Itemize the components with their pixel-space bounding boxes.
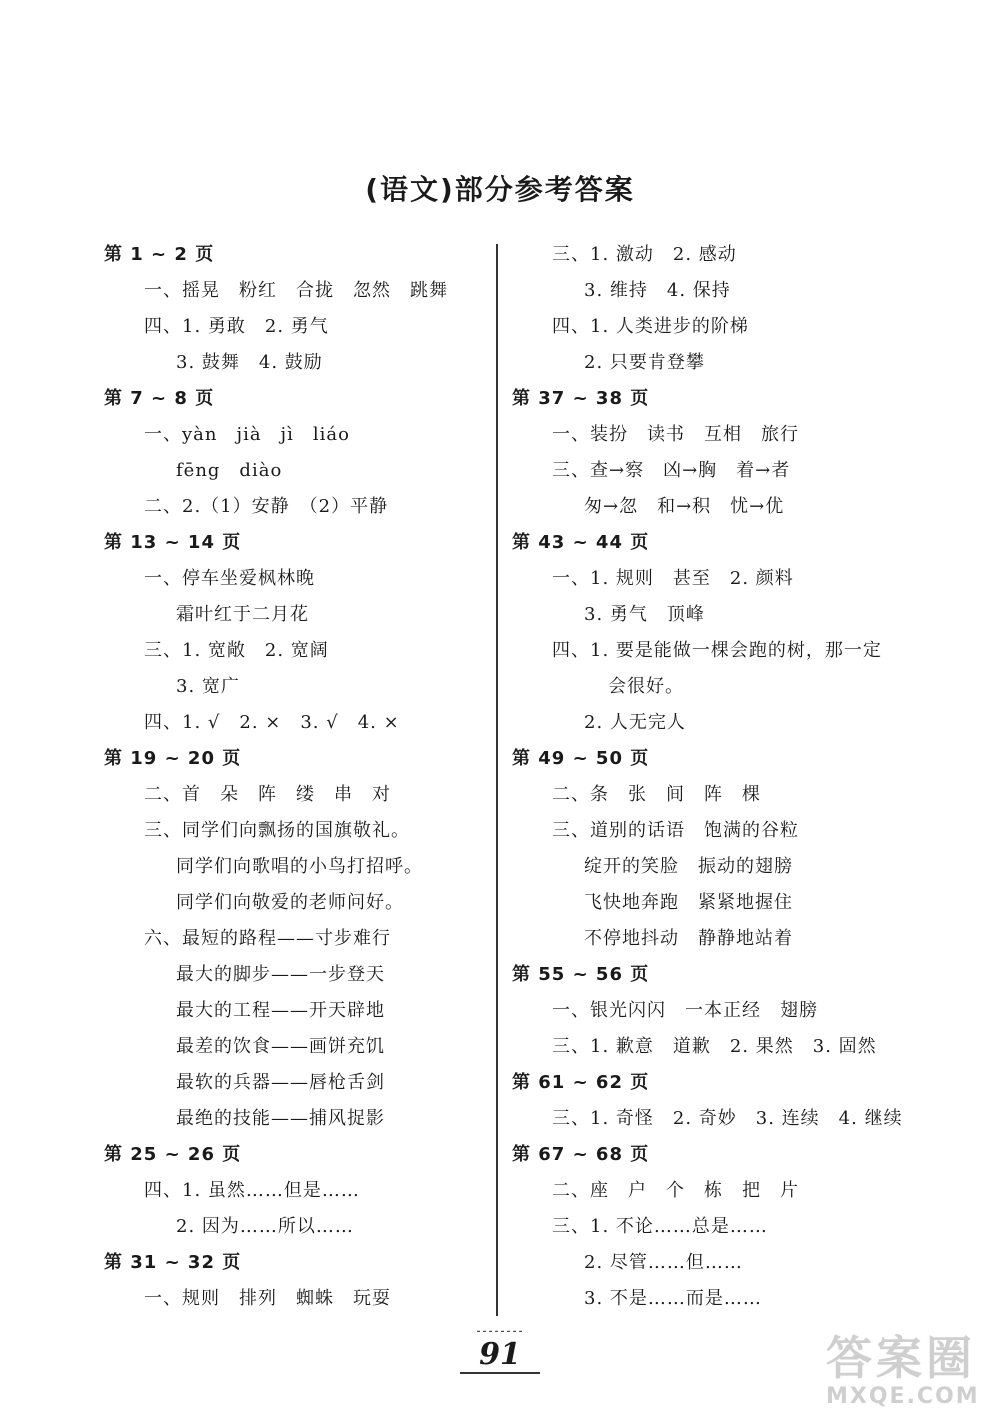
answer-line: 3. 维持 4. 保持 xyxy=(584,280,731,301)
answer-line: 四、1. 勇敢 2. 勇气 xyxy=(144,316,329,337)
answer-line: 一、银光闪闪 一本正经 翅膀 xyxy=(552,1000,818,1021)
answer-line: 三、1. 歉意 道歉 2. 果然 3. 固然 xyxy=(552,1036,877,1057)
section-heading: 第 31 ~ 32 页 xyxy=(104,1252,242,1273)
answer-line: 最软的兵器——唇枪舌剑 xyxy=(176,1072,385,1093)
answer-line: 最差的饮食——画饼充饥 xyxy=(176,1036,385,1057)
column-divider xyxy=(496,244,498,1316)
watermark-url: MXQE.COM xyxy=(826,1384,980,1409)
answer-line: 二、条 张 间 阵 棵 xyxy=(552,784,761,805)
section-heading: 第 49 ~ 50 页 xyxy=(512,748,650,769)
answer-line: 一、停车坐爱枫林晚 xyxy=(144,568,315,589)
answer-line: 2. 只要肯登攀 xyxy=(584,352,705,373)
answer-line: 匆→忽 和→积 忧→优 xyxy=(584,496,785,517)
section-heading: 第 43 ~ 44 页 xyxy=(512,532,650,553)
answer-line: 同学们向歌唱的小鸟打招呼。 xyxy=(176,856,423,877)
answer-line: 四、1. 要是能做一棵会跑的树，那一定 xyxy=(552,640,882,661)
answer-line: 最大的工程——开天辟地 xyxy=(176,1000,385,1021)
answer-line: 霜叶红于二月花 xyxy=(176,604,309,625)
answer-line: 三、同学们向飘扬的国旗敬礼。 xyxy=(144,820,410,841)
section-heading: 第 67 ~ 68 页 xyxy=(512,1144,650,1165)
answer-line: 三、1. 激动 2. 感动 xyxy=(552,244,737,265)
section-heading: 第 61 ~ 62 页 xyxy=(512,1072,650,1093)
answer-line: 四、1. √ 2. × 3. √ 4. × xyxy=(144,712,400,733)
answer-line: 2. 尽管……但…… xyxy=(584,1252,743,1273)
answer-line: 3. 勇气 顶峰 xyxy=(584,604,705,625)
answer-line: 二、首 朵 阵 缕 串 对 xyxy=(144,784,391,805)
section-heading: 第 55 ~ 56 页 xyxy=(512,964,650,985)
answer-line: 三、查→察 凶→胸 着→者 xyxy=(552,460,791,481)
page-title: (语文)部分参考答案 xyxy=(365,173,635,206)
page-number-badge xyxy=(450,1328,550,1384)
answer-line: 会很好。 xyxy=(608,676,684,697)
page-number: 91 xyxy=(479,1337,521,1372)
page-number-ornament: ⁃⁃⁃⁃⁃⁃⁃⁃ xyxy=(476,1327,524,1338)
answer-line: 3. 宽广 xyxy=(176,676,240,697)
answer-line: 一、1. 规则 甚至 2. 颜料 xyxy=(552,568,794,589)
answer-line: 最绝的技能——捕风捉影 xyxy=(176,1108,385,1129)
right-answer-column xyxy=(512,237,952,1317)
section-heading: 第 19 ~ 20 页 xyxy=(104,748,242,769)
section-heading: 第 13 ~ 14 页 xyxy=(104,532,242,553)
page-number-underline xyxy=(460,1372,540,1374)
answer-line: fēng diào xyxy=(176,460,283,481)
section-heading: 第 25 ~ 26 页 xyxy=(104,1144,242,1165)
section-heading: 第 37 ~ 38 页 xyxy=(512,388,650,409)
watermark-text: 答案圈 xyxy=(826,1331,976,1385)
answer-line: 一、规则 排列 蜘蛛 玩耍 xyxy=(144,1288,391,1309)
left-answer-column xyxy=(104,237,484,1317)
answer-line: 不停地抖动 静静地站着 xyxy=(584,928,793,949)
answer-line: 四、1. 虽然……但是…… xyxy=(144,1180,360,1201)
answer-line: 三、道别的话语 饱满的谷粒 xyxy=(552,820,799,841)
answer-line: 绽开的笑脸 振动的翅膀 xyxy=(584,856,793,877)
answer-line: 三、1. 不论……总是…… xyxy=(552,1216,768,1237)
section-heading: 第 7 ~ 8 页 xyxy=(104,388,215,409)
answer-line: 二、座 户 个 栋 把 片 xyxy=(552,1180,799,1201)
answer-line: 一、yàn jià jì liáo xyxy=(144,424,350,445)
watermark-logo xyxy=(826,1332,992,1418)
answer-line: 2. 因为……所以…… xyxy=(176,1216,354,1237)
answer-line: 一、摇晃 粉红 合拢 忽然 跳舞 xyxy=(144,280,448,301)
answer-line: 四、1. 人类进步的阶梯 xyxy=(552,316,749,337)
answer-line: 二、2.（1）安静 （2）平静 xyxy=(144,496,389,517)
answer-line: 2. 人无完人 xyxy=(584,712,686,733)
answer-line: 3. 不是……而是…… xyxy=(584,1288,762,1309)
section-heading: 第 1 ~ 2 页 xyxy=(104,244,215,265)
answer-line: 三、1. 奇怪 2. 奇妙 3. 连续 4. 继续 xyxy=(552,1108,903,1129)
answer-line: 三、1. 宽敞 2. 宽阔 xyxy=(144,640,329,661)
answer-line: 一、装扮 读书 互相 旅行 xyxy=(552,424,799,445)
answer-line: 同学们向敬爱的老师问好。 xyxy=(176,892,404,913)
answer-line: 最大的脚步——一步登天 xyxy=(176,964,385,985)
answer-line: 飞快地奔跑 紧紧地握住 xyxy=(584,892,793,913)
answer-line: 3. 鼓舞 4. 鼓励 xyxy=(176,352,323,373)
answer-line: 六、最短的路程——寸步难行 xyxy=(144,928,391,949)
